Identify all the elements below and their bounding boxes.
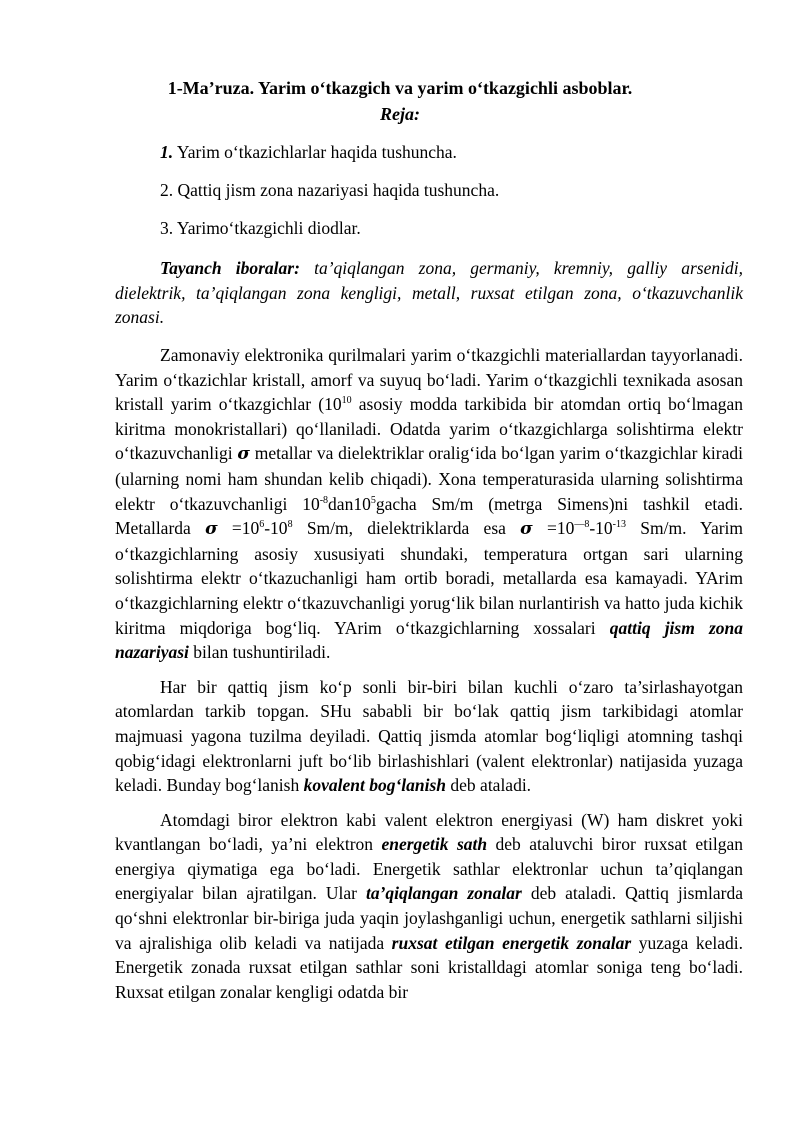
text-run: deb ataladi. Qattiq jismlarda qo‘shni elektronlar bir-biriga juda yaqin joylashganligi uchun, energetik sathlarni siljishi va ajralishiga olib keladi va natijada	[115, 883, 743, 953]
text-run: Sm/m, dielektriklarda esa	[292, 518, 521, 539]
plan-heading: Reja:	[380, 104, 420, 124]
plan-item-3	[160, 218, 361, 239]
text-run: Har bir qattiq jism ko‘p sonli bir-biri bilan kuchli o‘zaro ta’sirlashayotgan atomlardan tarkib topgan. SHu sababli bir bo‘lak qattiq jism tarkibidagi atomlar majmuasi yagona tuzilma deyiladi. Qattiq jismda atomlar bog‘liqligi atomning tashqi qobig‘idagi elektronlarni juft bo‘lib birlashishlari (valent elektronlar) natijasida yuzaga keladi. Bunday bog‘lanish	[115, 676, 743, 796]
paragraph-3	[115, 808, 743, 1005]
plan-item-number: 1.	[160, 142, 174, 162]
text-run: gacha Sm/m (metrga Simens)ni tashkil etadi. Metallarda	[115, 493, 743, 539]
keywords-label: Tayanch iboralar:	[160, 258, 300, 278]
paragraph-2	[115, 675, 743, 798]
superscript: -13	[612, 519, 626, 531]
emphasis-term: kovalent bog‘lanish	[303, 775, 447, 796]
sigma-symbol: σ	[205, 519, 218, 540]
keywords-block	[115, 256, 743, 330]
plan-item-text: 3. Yarimo‘tkazgichli diodlar.	[160, 218, 361, 238]
keywords-text: ta’qiqlangan zona, germaniy, kremniy, galliy arsenidi, dielektrik, ta’qiqlangan zona kengligi, metall, ruxsat etilgan zona, o‘tkazuvchanlik zonasi.	[115, 258, 743, 328]
text-run: deb ataladi.	[446, 775, 532, 796]
superscript: -8	[319, 494, 329, 506]
keywords-paragraph	[115, 256, 743, 330]
main-text	[115, 343, 743, 1004]
lecture-title: 1-Ma’ruza. Yarim o‘tkazgich va yarim o‘tkazgichli asboblar.	[167, 78, 633, 98]
text-run: asosiy modda tarkibida bir atomdan ortiq bo‘lmagan kiritma monokristallari) qo‘llaniladi. Odatda yarim o‘tkazgichlarga solishtirma elektr o‘tkazuvchanligi	[115, 394, 743, 464]
superscript: 5	[370, 494, 376, 506]
plan-item-text: 2. Qattiq jism zona nazariyasi haqida tushuncha.	[160, 180, 500, 200]
text-run: bilan tushuntiriladi.	[188, 642, 331, 663]
sigma-symbol: σ	[237, 444, 250, 465]
text-run: =10	[217, 518, 260, 539]
superscript: —8	[574, 519, 590, 531]
emphasis-term: ta’qiqlangan zonalar	[365, 883, 522, 904]
text-run: =10	[532, 518, 575, 539]
paragraph-1	[115, 343, 743, 665]
text-run: Zamonaviy elektronika qurilmalari yarim o‘tkazgichli materiallardan tayyorlanadi. Yarim o‘tkazichlar kristall, amorf va suyuq bo‘ladi. Yarim o‘tkazgichli texnikada asosan kristall yarim o‘tkazgichlar (10	[115, 345, 743, 415]
text-run: Sm/m. Yarim o‘tkazgichlarning asosiy xususiyati shundaki, temperatura ortgan sari ularning solishtirma elektr o‘tkazuchanligi ham ortib boradi, metallarda esa kamayadi. YArim o‘tkazgichlarning elektr o‘tkazuvchanligi yorug‘lik bilan nurlantirish va hatto juda kichik kiritma miqdoriga bog‘liq. YArim o‘tkazgichlarning xossalari	[115, 518, 744, 638]
sigma-symbol: σ	[520, 519, 533, 540]
text-run: dan10	[328, 493, 371, 514]
superscript: 6	[259, 519, 265, 531]
emphasis-term: energetik sath	[381, 834, 488, 855]
text-run: yuzaga keladi. Energetik zonada ruxsat etilgan sathlar soni kristalldagi atomlar soniga teng bo‘ladi. Ruxsat etilgan zonalar kengligi odatda bir	[115, 932, 744, 1002]
emphasis-term: qattiq jism zona nazariyasi	[115, 617, 743, 663]
text-run: -10	[589, 518, 613, 539]
text-run: -10	[264, 518, 288, 539]
emphasis-term: ruxsat etilgan energetik zonalar	[391, 932, 632, 953]
text-run: Atomdagi biror elektron kabi valent elektron energiyasi (W) ham diskret yoki kvantlangan bo‘ladi, ya’ni elektron	[115, 809, 743, 855]
plan-item-text: Yarim o‘tkazichlarlar haqida tushuncha.	[173, 142, 457, 162]
plan-item-1	[160, 142, 457, 163]
text-run: deb ataluvchi biror ruxsat etilgan energiya qiymatiga ega bo‘ladi. Energetik sathlar elektronlar uchun ta’qiqlangan energiyalar bilan ajratilgan. Ular	[115, 834, 744, 904]
text-run: metallar va dielektriklar oralig‘ida bo‘lgan yarim o‘tkazgichlar kiradi (ularning nomi ham shundan kelib chiqadi). Xona temperaturasida ularning solishtirma elektr o‘tkazuvchanligi 10	[115, 443, 743, 514]
superscript: 10	[341, 395, 352, 407]
superscript: 8	[287, 519, 293, 531]
plan-item-2	[160, 180, 499, 201]
